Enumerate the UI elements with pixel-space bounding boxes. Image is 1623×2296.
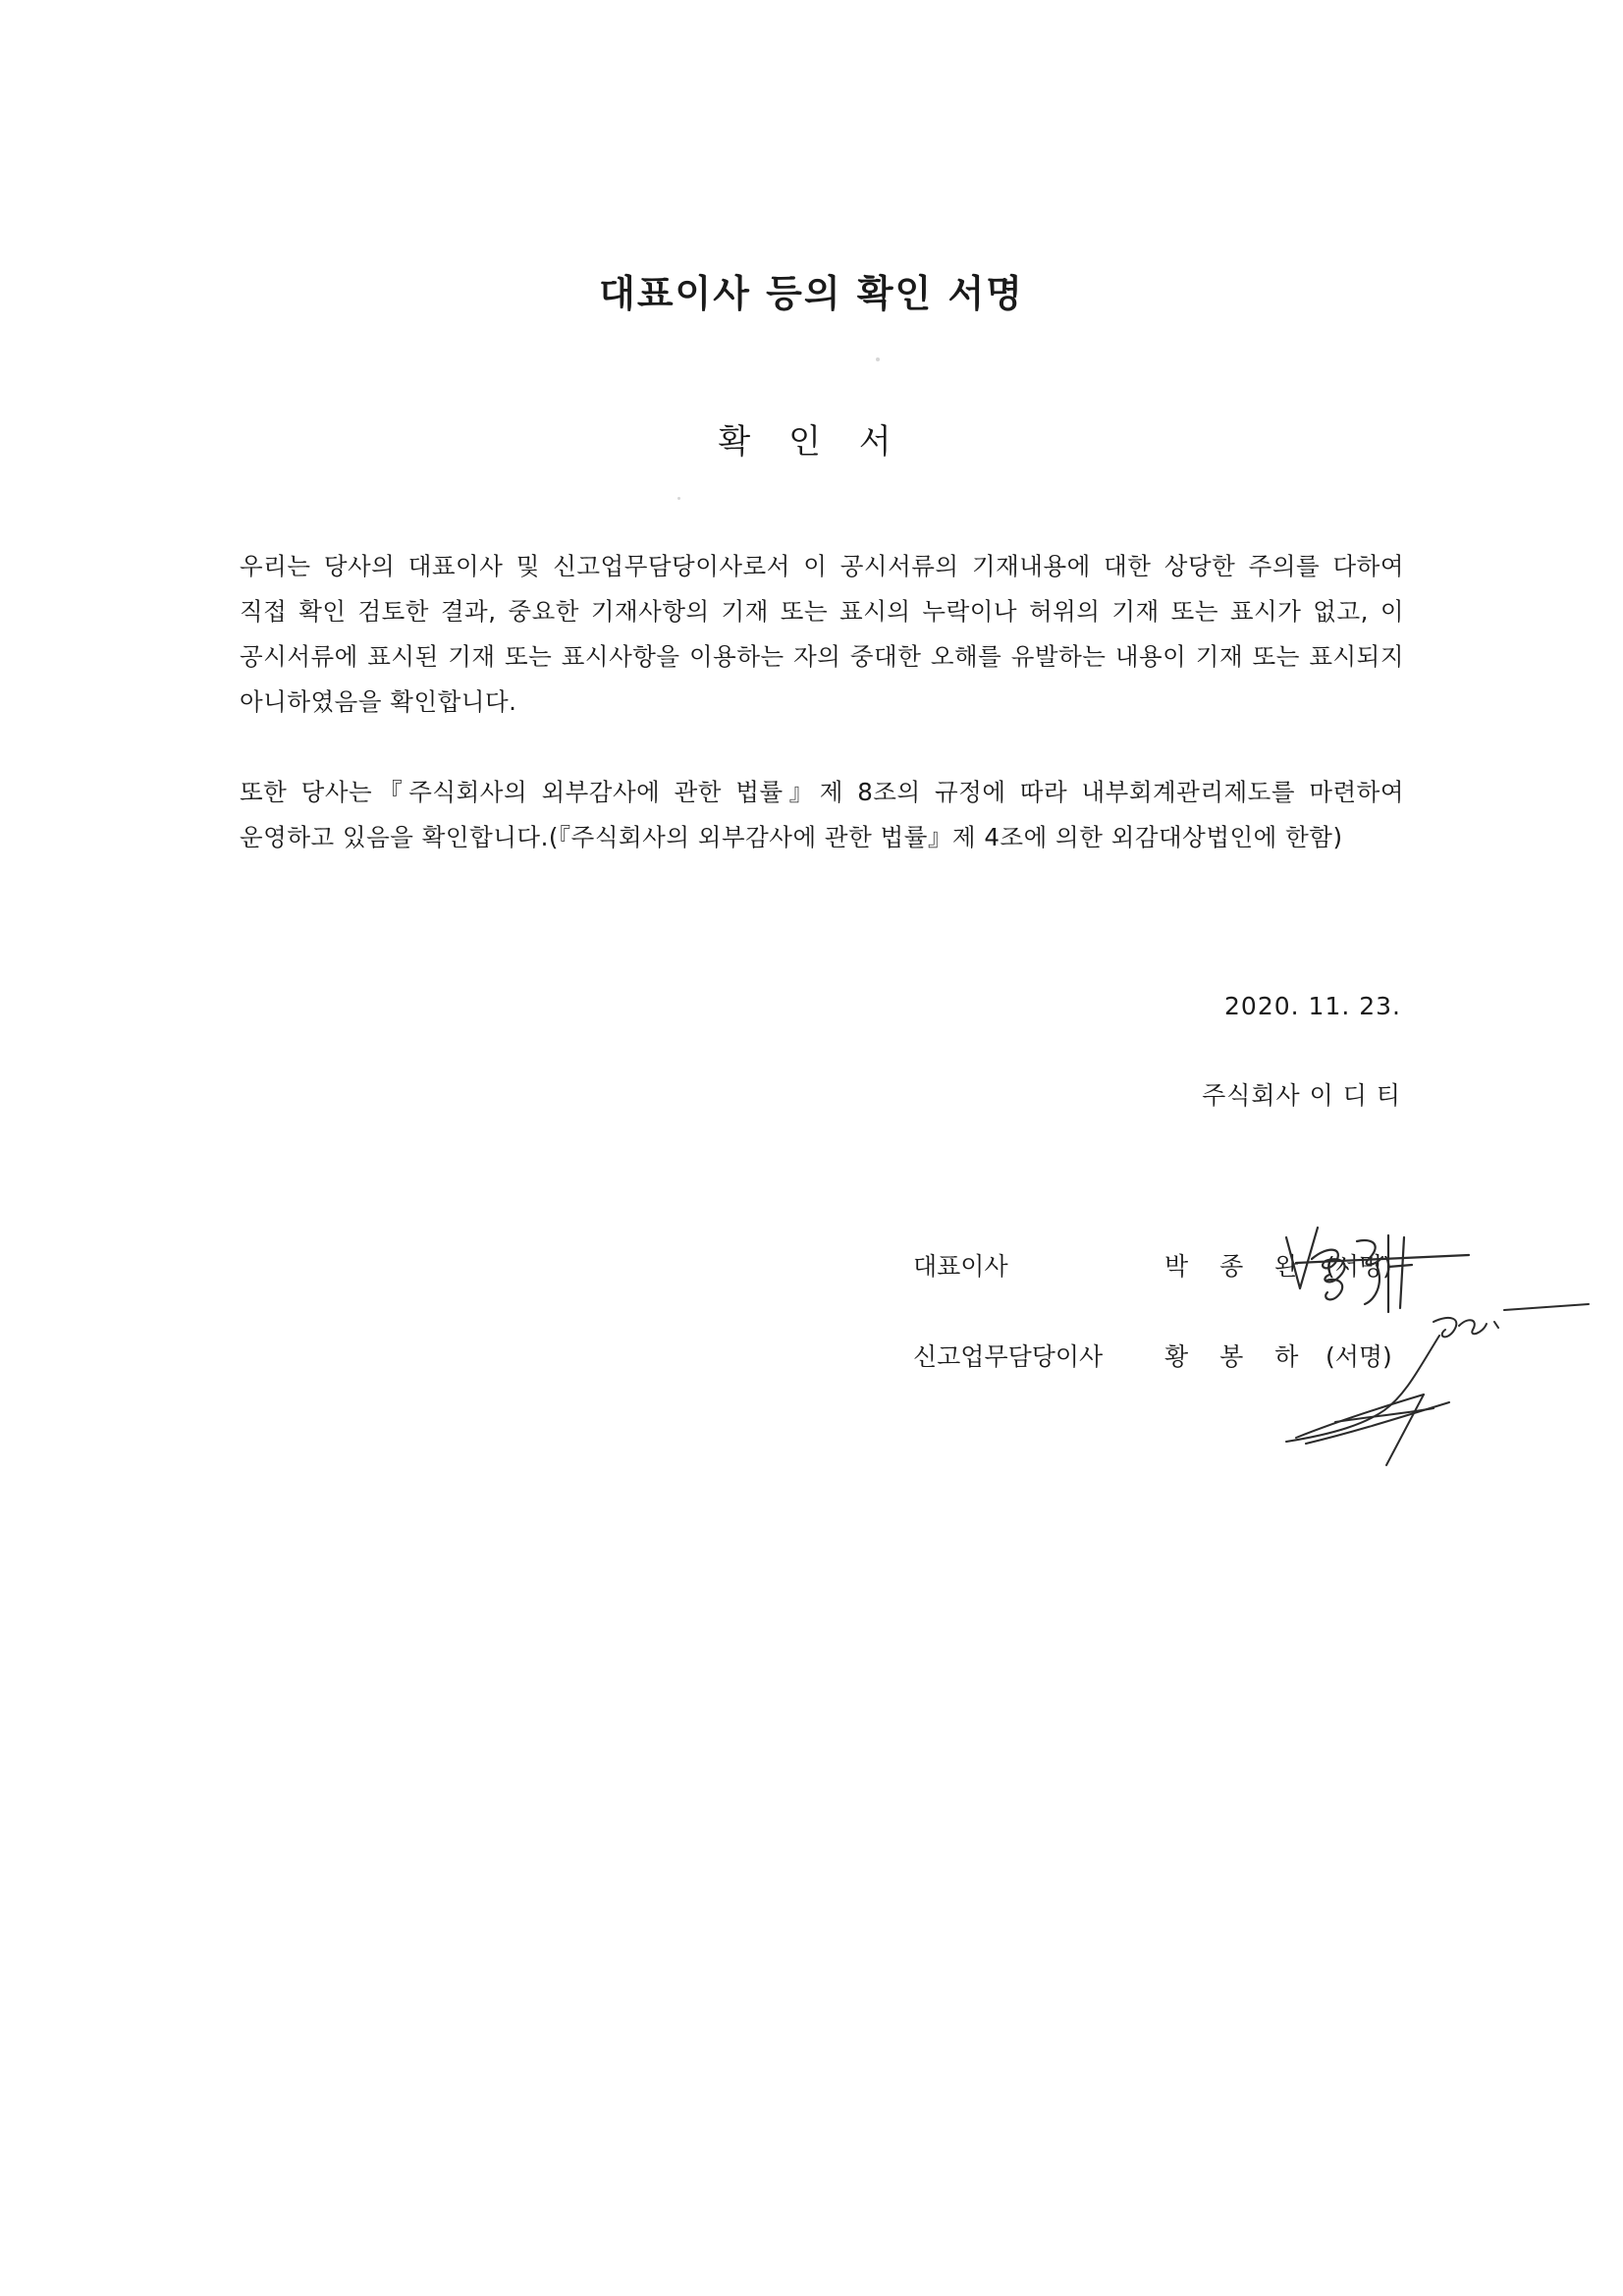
signatory-name: 황 봉 하	[1164, 1342, 1311, 1371]
scan-speck	[876, 357, 880, 361]
signatory-row-ceo	[913, 1247, 1404, 1286]
company-name: 주식회사 이 디 티	[1202, 1081, 1401, 1110]
confirmation-paragraph: 우리는 당사의 대표이사 및 신고업무담당이사로서 이 공시서류의 기재내용에 대한 상당한 주의를 다하여 직접 확인 검토한 결과, 중요한 기재사항의 기재 또는 표시의 누락이나 허위의 기재 또는 표시가 없고, 이 공시서류에 표시된 기재 또는 표시사항을 이용하는 자의 중대한 오해를 유발하는 내용이 기재 또는 표시되지 아니하였음을 확인합니다.	[240, 552, 1404, 716]
director-handwritten-signature	[1276, 1296, 1610, 1473]
signatory-name: 박 종 완	[1164, 1252, 1311, 1281]
document-title: 대표이사 등의 확인 서명	[599, 272, 1024, 315]
scan-speck	[677, 497, 680, 500]
signatory-role: 신고업무담당이사	[913, 1342, 1104, 1371]
signature-mark-label: (서명)	[1325, 1252, 1392, 1281]
internal-control-paragraph: 또한 당사는『주식회사의 외부감사에 관한 법률』제 8조의 규정에 따라 내부회계관리제도를 마련하여 운영하고 있음을 확인합니다.(『주식회사의 외부감사에 관한 법률』제 4조에 의한 외감대상법인에 한함)	[240, 778, 1404, 851]
signatory-role: 대표이사	[913, 1252, 1008, 1281]
document-subtitle: 확 인 서	[718, 422, 905, 462]
signatory-row-reporting-director	[913, 1338, 1404, 1377]
document-date: 2020. 11. 23.	[1224, 992, 1401, 1020]
signature-mark-label: (서명)	[1325, 1342, 1392, 1371]
